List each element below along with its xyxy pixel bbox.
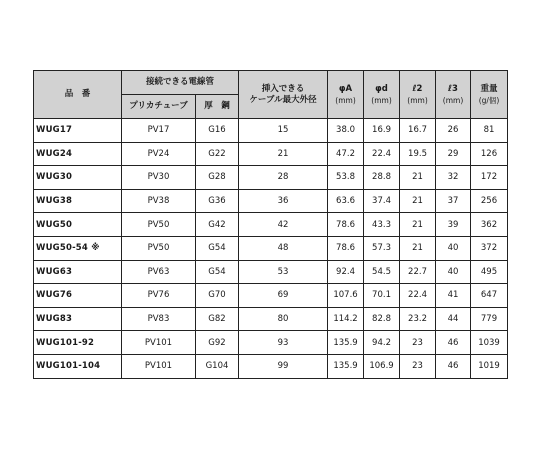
header-max-cable-diameter — [239, 71, 328, 119]
cell-plica-tube: PV38 — [122, 189, 196, 213]
cell-max-cable: 28 — [239, 166, 328, 190]
cell-thick-steel: G82 — [196, 307, 239, 331]
cell-phi-a: 114.2 — [328, 307, 364, 331]
header-thick-steel: 厚 鋼 — [196, 95, 239, 119]
cell-model: WUG30 — [34, 166, 122, 190]
cell-l3: 37 — [436, 189, 471, 213]
cell-phi-d: 37.4 — [364, 189, 400, 213]
table-body — [34, 119, 508, 379]
cell-thick-steel: G16 — [196, 119, 239, 143]
cell-thick-steel: G28 — [196, 166, 239, 190]
cell-phi-a: 47.2 — [328, 142, 364, 166]
cell-max-cable: 42 — [239, 213, 328, 237]
table-row — [34, 142, 508, 166]
cell-model: WUG76 — [34, 284, 122, 308]
cell-l3: 40 — [436, 236, 471, 260]
cell-max-cable: 15 — [239, 119, 328, 143]
cell-weight: 81 — [471, 119, 508, 143]
header-max-cable-line1: 挿入できる — [261, 83, 305, 94]
table-row — [34, 189, 508, 213]
header-connectable-conduit: 接続できる電線管 — [122, 71, 239, 95]
cell-l2: 21 — [400, 236, 436, 260]
cell-l2: 22.4 — [400, 284, 436, 308]
header-max-cable-line2: ケーブル最大外径 — [249, 94, 317, 105]
cell-phi-d: 70.1 — [364, 284, 400, 308]
cell-phi-a: 135.9 — [328, 354, 364, 378]
cell-thick-steel: G54 — [196, 236, 239, 260]
cell-phi-d: 28.8 — [364, 166, 400, 190]
cell-plica-tube: PV30 — [122, 166, 196, 190]
cell-plica-tube: PV83 — [122, 307, 196, 331]
cell-max-cable: 80 — [239, 307, 328, 331]
table-row — [34, 354, 508, 378]
cell-thick-steel: G70 — [196, 284, 239, 308]
header-weight-label: 重量 — [480, 83, 498, 94]
cell-weight: 362 — [471, 213, 508, 237]
header-weight — [471, 71, 508, 119]
cell-thick-steel: G92 — [196, 331, 239, 355]
cell-model: WUG63 — [34, 260, 122, 284]
cell-plica-tube: PV101 — [122, 354, 196, 378]
cell-model: WUG24 — [34, 142, 122, 166]
cell-model: WUG101-92 — [34, 331, 122, 355]
header-l2 — [400, 71, 436, 119]
cell-weight: 1019 — [471, 354, 508, 378]
cell-plica-tube: PV63 — [122, 260, 196, 284]
cell-phi-d: 57.3 — [364, 236, 400, 260]
table-row — [34, 284, 508, 308]
cell-phi-a: 78.6 — [328, 213, 364, 237]
cell-phi-d: 54.5 — [364, 260, 400, 284]
header-phi-d — [364, 71, 400, 119]
header-model: 品 番 — [34, 71, 122, 119]
header-l3-label: ℓ3 — [448, 83, 458, 94]
header-l2-unit: (mm) — [407, 95, 428, 105]
cell-l2: 21 — [400, 166, 436, 190]
cell-l2: 23 — [400, 331, 436, 355]
cell-max-cable: 21 — [239, 142, 328, 166]
table-header — [34, 71, 508, 119]
cell-weight: 495 — [471, 260, 508, 284]
cell-phi-a: 135.9 — [328, 331, 364, 355]
cell-l2: 23.2 — [400, 307, 436, 331]
cell-max-cable: 93 — [239, 331, 328, 355]
cell-phi-d: 82.8 — [364, 307, 400, 331]
cell-phi-d: 43.3 — [364, 213, 400, 237]
cell-l3: 46 — [436, 331, 471, 355]
cell-thick-steel: G54 — [196, 260, 239, 284]
cell-thick-steel: G22 — [196, 142, 239, 166]
cell-max-cable: 99 — [239, 354, 328, 378]
cell-thick-steel: G104 — [196, 354, 239, 378]
cell-max-cable: 69 — [239, 284, 328, 308]
table-row — [34, 119, 508, 143]
cell-phi-a: 92.4 — [328, 260, 364, 284]
cell-phi-a: 63.6 — [328, 189, 364, 213]
cell-l2: 21 — [400, 189, 436, 213]
cell-weight: 1039 — [471, 331, 508, 355]
cell-phi-d: 16.9 — [364, 119, 400, 143]
cell-weight: 647 — [471, 284, 508, 308]
cell-phi-a: 53.8 — [328, 166, 364, 190]
cell-plica-tube: PV50 — [122, 236, 196, 260]
cell-phi-d: 22.4 — [364, 142, 400, 166]
header-phi-a — [328, 71, 364, 119]
cell-l3: 39 — [436, 213, 471, 237]
cell-l3: 41 — [436, 284, 471, 308]
cell-weight: 779 — [471, 307, 508, 331]
table-row — [34, 307, 508, 331]
cell-model: WUG50-54 ※ — [34, 236, 122, 260]
cell-thick-steel: G42 — [196, 213, 239, 237]
cell-thick-steel: G36 — [196, 189, 239, 213]
table-row — [34, 331, 508, 355]
cell-l2: 16.7 — [400, 119, 436, 143]
cell-model: WUG38 — [34, 189, 122, 213]
header-l2-label: ℓ2 — [412, 83, 423, 94]
table-row — [34, 213, 508, 237]
cell-weight: 126 — [471, 142, 508, 166]
table-row — [34, 166, 508, 190]
cell-phi-d: 106.9 — [364, 354, 400, 378]
header-phi-d-label: φd — [375, 83, 388, 94]
cell-phi-a: 78.6 — [328, 236, 364, 260]
cell-model: WUG101-104 — [34, 354, 122, 378]
header-phi-d-unit: (mm) — [371, 95, 392, 105]
header-phi-a-unit: (mm) — [335, 95, 356, 105]
spec-table — [33, 70, 508, 379]
cell-plica-tube: PV101 — [122, 331, 196, 355]
cell-l3: 26 — [436, 119, 471, 143]
cell-max-cable: 53 — [239, 260, 328, 284]
header-plica-tube: プリカチューブ — [122, 95, 196, 119]
cell-weight: 172 — [471, 166, 508, 190]
cell-l3: 29 — [436, 142, 471, 166]
cell-model: WUG50 — [34, 213, 122, 237]
cell-phi-a: 107.6 — [328, 284, 364, 308]
cell-weight: 256 — [471, 189, 508, 213]
cell-model: WUG17 — [34, 119, 122, 143]
cell-model: WUG83 — [34, 307, 122, 331]
header-l3-unit: (mm) — [442, 95, 464, 105]
cell-weight: 372 — [471, 236, 508, 260]
cell-l2: 23 — [400, 354, 436, 378]
cell-phi-a: 38.0 — [328, 119, 364, 143]
header-l3 — [436, 71, 471, 119]
cell-l3: 44 — [436, 307, 471, 331]
header-phi-a-label: φA — [338, 83, 353, 94]
cell-max-cable: 36 — [239, 189, 328, 213]
table-row — [34, 236, 508, 260]
cell-l3: 46 — [436, 354, 471, 378]
cell-plica-tube: PV17 — [122, 119, 196, 143]
cell-l2: 21 — [400, 213, 436, 237]
cell-plica-tube: PV76 — [122, 284, 196, 308]
cell-l3: 32 — [436, 166, 471, 190]
table-row — [34, 260, 508, 284]
cell-plica-tube: PV24 — [122, 142, 196, 166]
cell-phi-d: 94.2 — [364, 331, 400, 355]
cell-l3: 40 — [436, 260, 471, 284]
cell-l2: 19.5 — [400, 142, 436, 166]
cell-l2: 22.7 — [400, 260, 436, 284]
cell-max-cable: 48 — [239, 236, 328, 260]
cell-plica-tube: PV50 — [122, 213, 196, 237]
header-weight-unit: (g/個) — [478, 95, 500, 105]
